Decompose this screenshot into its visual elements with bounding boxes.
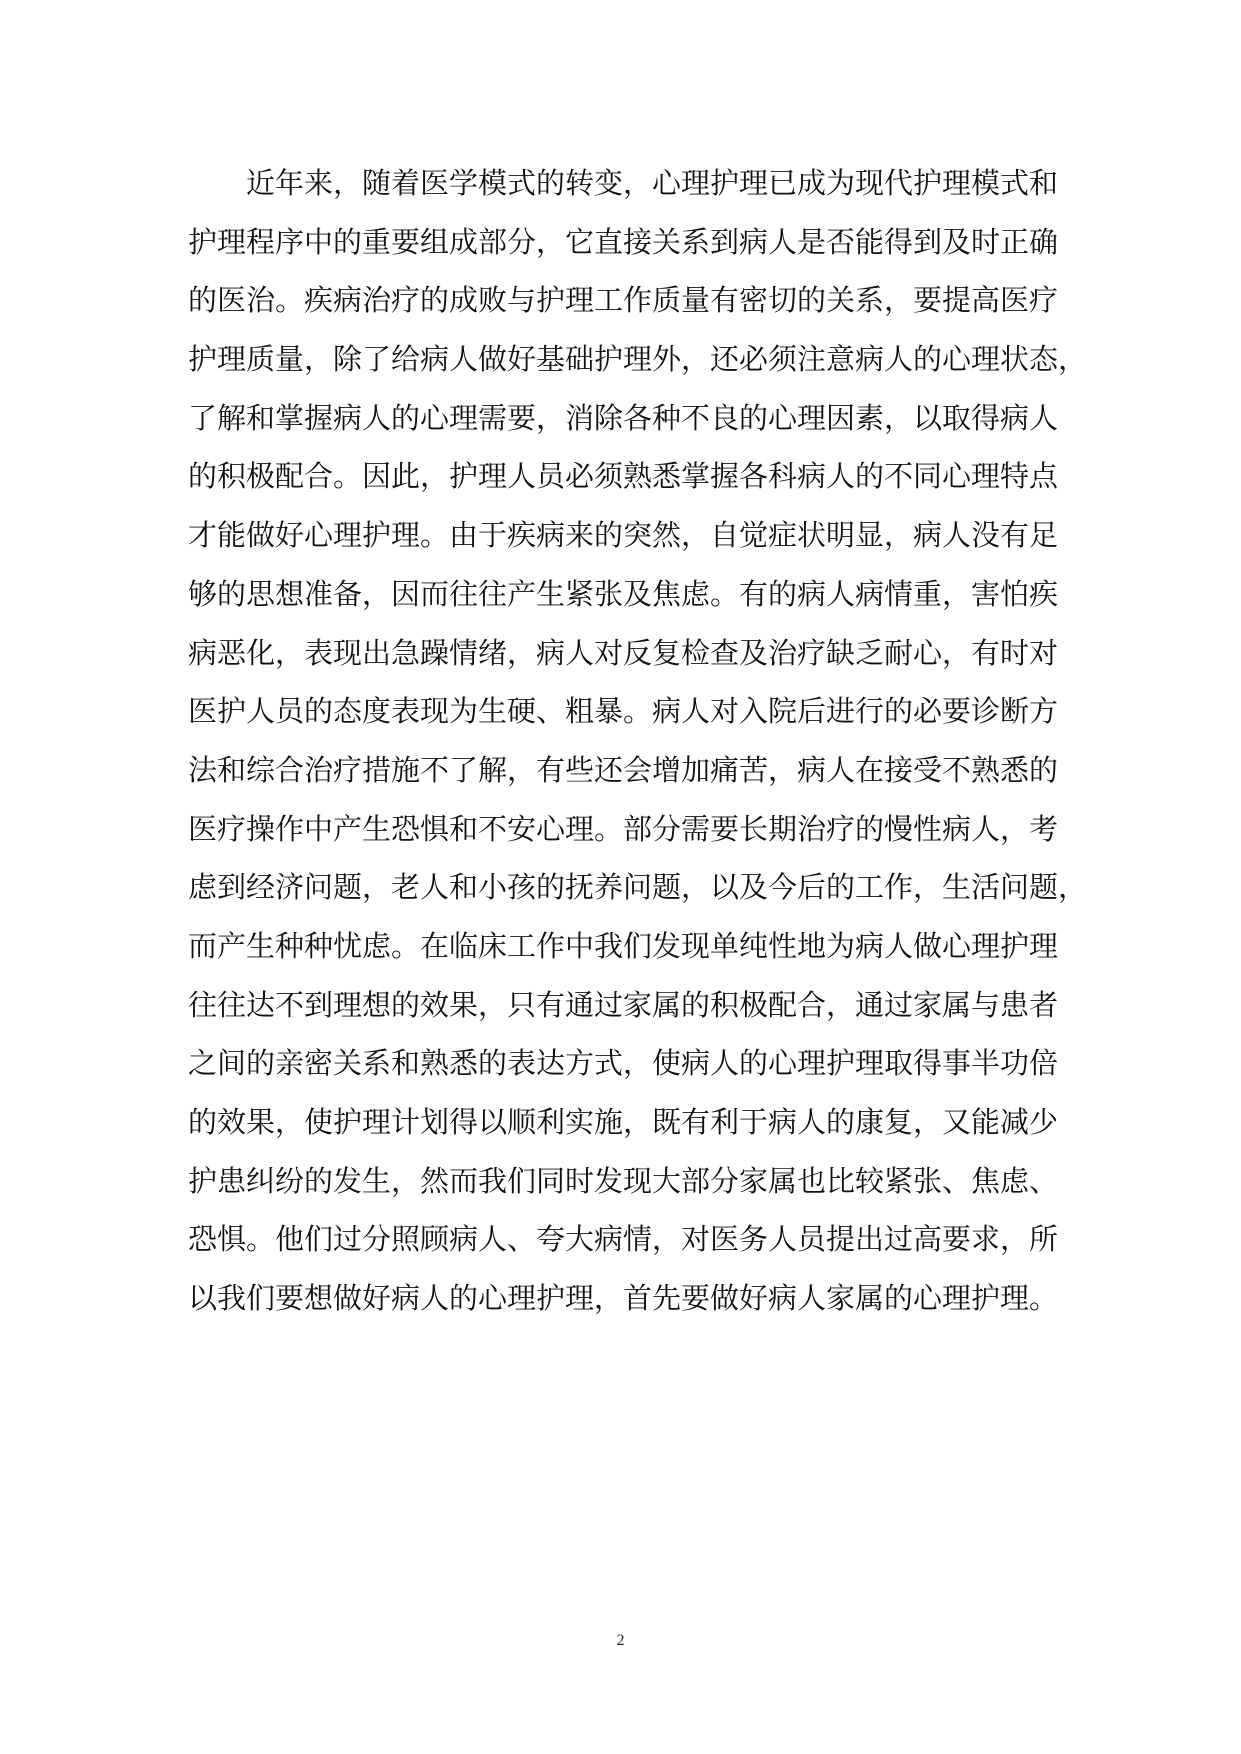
paragraph-line: 以我们要想做好病人的心理护理，首先要做好病人家属的心理护理。 xyxy=(188,1281,1059,1316)
paragraph-line: 护理程序中的重要组成部分，它直接关系到病人是否能得到及时正确 xyxy=(188,224,1059,259)
paragraph-line: 病恶化，表现出急躁情绪，病人对反复检查及治疗缺乏耐心，有时对 xyxy=(188,635,1059,670)
paragraph-line: 才能做好心理护理。由于疾病来的突然，自觉症状明显，病人没有足 xyxy=(188,518,1059,553)
paragraph-line: 之间的亲密关系和熟悉的表达方式，使病人的心理护理取得事半功倍 xyxy=(188,1046,1059,1081)
paragraph-line: 恐惧。他们过分照顾病人、夸大病情，对医务人员提出过高要求，所 xyxy=(188,1222,1059,1257)
paragraph-line: 近年来，随着医学模式的转变，心理护理已成为现代护理模式和 xyxy=(188,166,1059,200)
paragraph-line: 的效果，使护理计划得以顺利实施，既有利于病人的康复，又能减少 xyxy=(188,1105,1059,1139)
paragraph-line: 医疗操作中产生恐惧和不安心理。部分需要长期治疗的慢性病人，考 xyxy=(188,811,1059,846)
body-paragraph xyxy=(188,154,1088,1328)
paragraph-line: 够的思想准备，因而往往产生紧张及焦虑。有的病人病情重，害怕疾 xyxy=(188,576,1059,611)
paragraph-line: 的积极配合。因此，护理人员必须熟悉掌握各科病人的不同心理特点 xyxy=(188,459,1059,494)
paragraph-line: 护患纠纷的发生，然而我们同时发现大部分家属也比较紧张、焦虑、 xyxy=(188,1163,1059,1198)
paragraph-line: 往往达不到理想的效果，只有通过家属的积极配合，通过家属与患者 xyxy=(188,987,1059,1022)
paragraph-line: 虑到经济问题，老人和小孩的抚养问题，以及今后的工作，生活问题， xyxy=(188,870,1088,905)
paragraph-line: 而产生种种忧虑。在临床工作中我们发现单纯性地为病人做心理护理 xyxy=(188,928,1059,963)
paragraph-line: 护理质量，除了给病人做好基础护理外，还必须注意病人的心理状态， xyxy=(188,342,1088,377)
paragraph-line: 的医治。疾病治疗的成败与护理工作质量有密切的关系，要提高医疗 xyxy=(188,283,1059,318)
page-number: 2 xyxy=(616,1632,625,1649)
paragraph-line: 法和综合治疗措施不了解，有些还会增加痛苦，病人在接受不熟悉的 xyxy=(188,752,1059,787)
paragraph-line: 医护人员的态度表现为生硬、粗暴。病人对入院后进行的必要诊断方 xyxy=(188,694,1059,729)
paragraph-line: 了解和掌握病人的心理需要，消除各种不良的心理因素，以取得病人 xyxy=(188,400,1059,435)
